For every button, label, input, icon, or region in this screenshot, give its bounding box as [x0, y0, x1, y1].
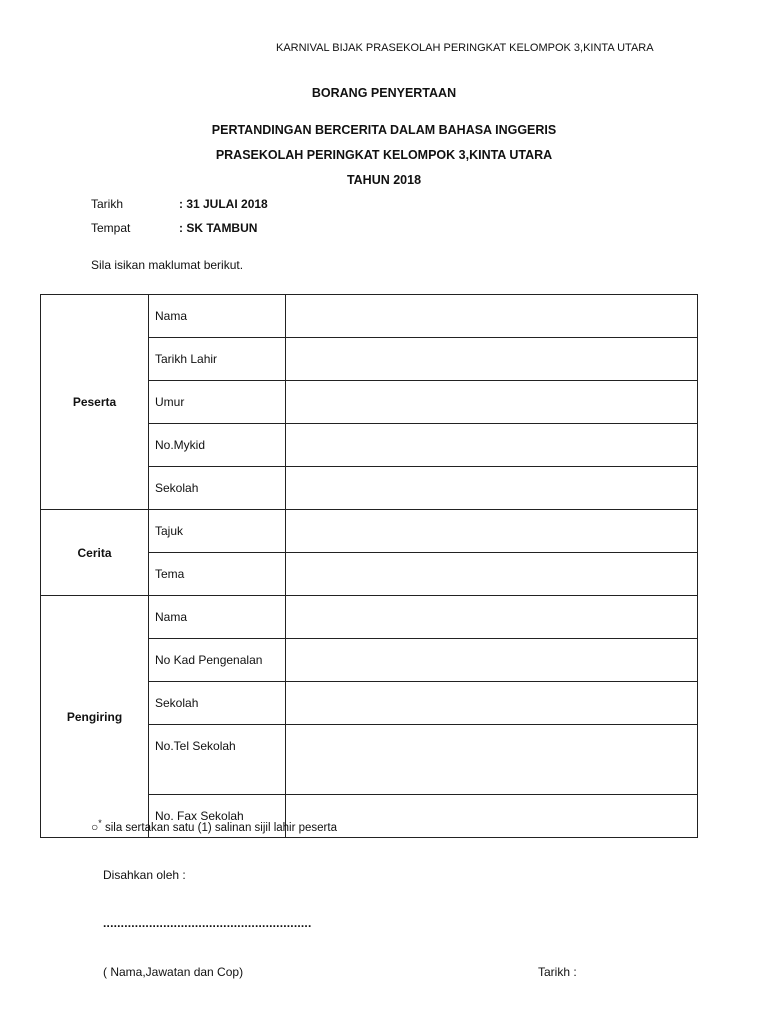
table-row [41, 510, 698, 553]
footer-date-label: Tarikh : [538, 965, 577, 979]
approved-by-label: Disahkan oleh : [103, 868, 186, 882]
participant-name-input[interactable] [286, 295, 698, 338]
ic-number-input[interactable] [286, 639, 698, 682]
field-label: No. Fax Sekolah [149, 795, 286, 838]
form-title: BORANG PENYERTAAN [311, 86, 457, 100]
school-fax-input[interactable] [286, 795, 698, 838]
field-label: Tema [149, 553, 286, 596]
school-phone-input[interactable] [286, 725, 698, 795]
story-title-input[interactable] [286, 510, 698, 553]
name-position-stamp-label: ( Nama,Jawatan dan Cop) [103, 965, 244, 979]
section-pengiring: Pengiring [41, 596, 149, 838]
place-value: : SK TAMBUN [179, 221, 258, 235]
birth-date-input[interactable] [286, 338, 698, 381]
escort-school-input[interactable] [286, 682, 698, 725]
field-label: Tarikh Lahir [149, 338, 286, 381]
field-label: No.Tel Sekolah [149, 725, 286, 795]
event-header: KARNIVAL BIJAK PRASEKOLAH PERINGKAT KELOMPOK 3,KINTA UTARA [276, 42, 654, 54]
circle-bullet-icon: ○ [91, 819, 99, 834]
escort-name-input[interactable] [286, 596, 698, 639]
mykid-input[interactable] [286, 424, 698, 467]
signature-line[interactable]: ........................................................... [103, 916, 312, 930]
story-theme-input[interactable] [286, 553, 698, 596]
field-label: No Kad Pengenalan [149, 639, 286, 682]
age-input[interactable] [286, 381, 698, 424]
place-label: Tempat [91, 221, 131, 235]
section-cerita: Cerita [41, 510, 149, 596]
field-label: No.Mykid [149, 424, 286, 467]
level-title: PRASEKOLAH PERINGKAT KELOMPOK 3,KINTA UTARA [215, 148, 553, 162]
field-label: Nama [149, 295, 286, 338]
competition-title: PERTANDINGAN BERCERITA DALAM BAHASA INGGERIS [211, 123, 557, 137]
field-label: Tajuk [149, 510, 286, 553]
asterisk: * [98, 818, 102, 828]
field-label: Nama [149, 596, 286, 639]
section-peserta: Peserta [41, 295, 149, 510]
instruction-text: Sila isikan maklumat berikut. [91, 258, 244, 272]
year-title: TAHUN 2018 [346, 173, 422, 187]
table-row [41, 596, 698, 639]
field-label: Umur [149, 381, 286, 424]
participant-school-input[interactable] [286, 467, 698, 510]
note-text: sila sertakan satu (1) salinan sijil lahir peserta [101, 821, 337, 834]
date-label: Tarikh [91, 197, 124, 211]
table-row [41, 295, 698, 338]
field-label: Sekolah [149, 682, 286, 725]
field-label: Sekolah [149, 467, 286, 510]
birth-certificate-note [91, 818, 337, 834]
date-value: : 31 JULAI 2018 [179, 197, 268, 211]
entry-form-table [40, 294, 698, 838]
